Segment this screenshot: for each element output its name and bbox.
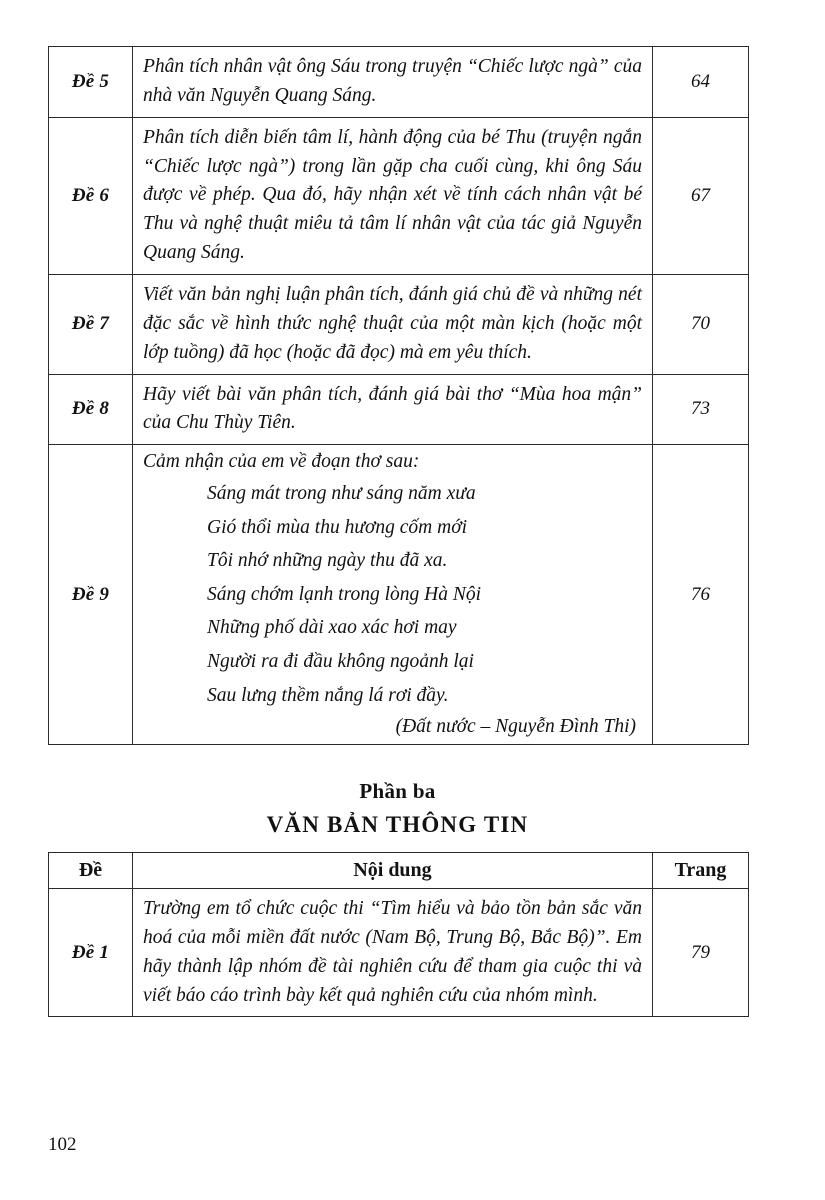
topic-content: Phân tích nhân vật ông Sáu trong truyện “Chiếc lược ngà” của nhà văn Nguyễn Quang Sáng. [133,47,653,118]
column-header-de: Đề [49,853,133,889]
topic-content: Trường em tổ chức cuộc thi “Tìm hiểu và bảo tồn bản sắc văn hoá của mỗi miền đất nước (Nam Bộ, Trung Bộ, Bắc Bộ)”. Em hãy thành lập nhóm đề tài nghiên cứu để tham gia cuộc thi và viết báo cáo trình bày kết quả nghiên cứu của nhóm mình. [133,889,653,1017]
table-row-poem [49,445,749,745]
poem-line: Sáng chớm lạnh trong lòng Hà Nội [207,583,482,605]
topic-content: Hãy viết bài văn phân tích, đánh giá bài thơ “Mùa hoa mận” của Chu Thùy Tiên. [133,374,653,445]
topic-page: 79 [653,889,749,1017]
topic-page: 67 [653,117,749,274]
topic-page: 73 [653,374,749,445]
section-heading [48,779,747,838]
column-header-content: Nội dung [133,853,653,889]
topic-label: Đề 1 [49,889,133,1017]
table-row [49,374,749,445]
topic-page: 70 [653,275,749,375]
topic-page: 76 [653,445,749,745]
poem-line: Người ra đi đầu không ngoảnh lại [207,650,474,672]
page-folio: 102 [48,1134,77,1155]
topic-label: Đề 5 [49,47,133,118]
topic-label: Đề 7 [49,275,133,375]
section-heading-line1: Phần ba [359,779,436,804]
poem-line: Tôi nhớ những ngày thu đã xa. [207,550,448,572]
table-header-row [49,853,749,889]
exam-topics-table-one [48,46,749,745]
poem-line: Gió thổi mùa thu hương cốm mới [207,516,468,538]
poem-lines [143,477,642,712]
poem-attribution: (Đất nước – Nguyễn Đình Thi) [395,716,636,738]
topic-label: Đề 6 [49,117,133,274]
table-row [49,275,749,375]
poem-line: Sáng mát trong như sáng năm xưa [207,483,476,505]
topic-label: Đề 8 [49,374,133,445]
table-row [49,889,749,1017]
section-heading-line2: VĂN BẢN THÔNG TIN [266,812,529,838]
topic-label: Đề 9 [49,445,133,745]
table-row [49,117,749,274]
poem-line: Sau lưng thềm nắng lá rơi đầy. [207,684,449,706]
topic-content-poem [133,445,653,745]
table-row [49,47,749,118]
topic-content: Phân tích diễn biến tâm lí, hành động của bé Thu (truyện ngắn “Chiếc lược ngà”) trong lần gặp cha cuối cùng, khi ông Sáu được về phép. Qua đó, hãy nhận xét về tính cách nhân vật bé Thu và nghệ thuật miêu tả tâm lí nhân vật của tác giả Nguyễn Quang Sáng. [133,117,653,274]
topic-content: Viết văn bản nghị luận phân tích, đánh giá chủ đề và những nét đặc sắc về hình thức nghệ thuật của một màn kịch (hoặc một lớp tuồng) đã học (hoặc đã đọc) mà em yêu thích. [133,275,653,375]
column-header-page: Trang [653,853,749,889]
poem-intro: Cảm nhận của em về đoạn thơ sau: [143,451,420,473]
exam-topics-table-two [48,852,749,1017]
topic-page: 64 [653,47,749,118]
poem-line: Những phố dài xao xác hơi may [207,617,457,639]
